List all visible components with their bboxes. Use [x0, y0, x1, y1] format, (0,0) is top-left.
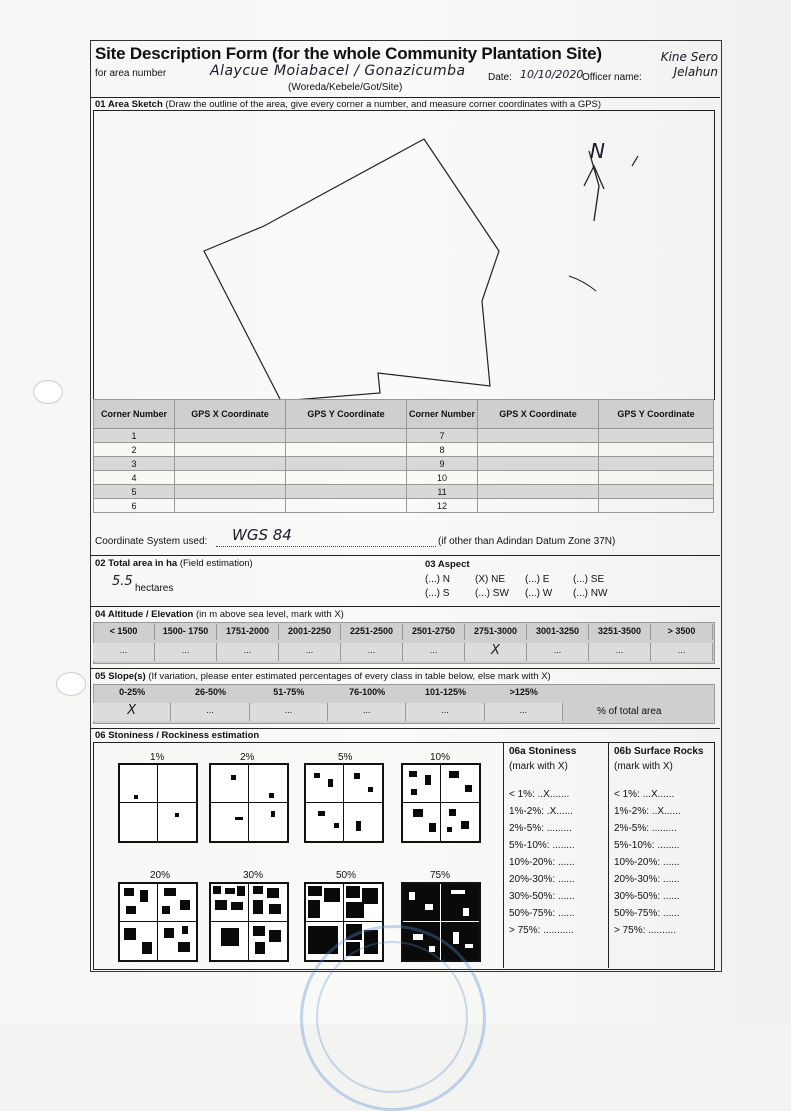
- gps-y-cell[interactable]: [286, 457, 407, 471]
- section-03-label: 03 Aspect: [425, 559, 470, 570]
- table-row: [94, 457, 714, 471]
- punch-hole-top: [33, 380, 63, 404]
- official-stamp-inner-ring: [316, 941, 468, 1093]
- stoniness-row[interactable]: 30%-50%: ......: [509, 891, 575, 902]
- slope-class: 51-75%: [273, 687, 305, 697]
- gps-y-cell[interactable]: [599, 499, 714, 513]
- gps-x-cell[interactable]: [478, 457, 599, 471]
- altitude-mark[interactable]: ...: [403, 643, 465, 661]
- th-corner-number-right: Corner Number: [407, 400, 478, 429]
- surface-rocks-row[interactable]: 5%-10%: ........: [614, 840, 680, 851]
- box-label-2: 2%: [240, 752, 255, 763]
- slope-mark[interactable]: ...: [250, 703, 328, 721]
- form-title: Site Description Form (for the whole Community Plantation Site): [95, 44, 602, 63]
- stoniness-row[interactable]: 20%-30%: ......: [509, 874, 575, 885]
- box-label-1: 1%: [150, 752, 165, 763]
- officer-name-value[interactable]: Kine Sero Jelahun: [660, 50, 718, 79]
- surface-rocks-row[interactable]: < 1%: ...X......: [614, 789, 675, 800]
- section-01-label: 01 Area Sketch: [95, 99, 163, 110]
- coordinate-dotted-line: [216, 546, 436, 547]
- table-row: [94, 485, 714, 499]
- stone-pattern-20pct: [118, 882, 198, 962]
- surface-rocks-row[interactable]: > 75%: ..........: [614, 925, 676, 936]
- section-04-label: 04 Altitude / Elevation: [95, 609, 194, 620]
- gps-x-cell[interactable]: [175, 485, 286, 499]
- stoniness-row[interactable]: 2%-5%: .........: [509, 823, 572, 834]
- surface-rocks-row[interactable]: 30%-50%: ......: [614, 891, 680, 902]
- gps-y-cell[interactable]: [286, 485, 407, 499]
- corner-number: 7: [407, 429, 478, 443]
- aspect-e[interactable]: (...) E: [525, 574, 550, 585]
- altitude-class: 1751-2000: [217, 624, 279, 640]
- surface-rocks-hint: (mark with X): [614, 761, 673, 772]
- altitude-mark-selected[interactable]: X: [465, 643, 527, 661]
- gps-coordinate-table: [93, 399, 714, 513]
- corner-number: 12: [407, 499, 478, 513]
- altitude-mark[interactable]: ...: [93, 643, 155, 661]
- north-label: N: [590, 139, 605, 163]
- th-gps-y-right: GPS Y Coordinate: [599, 400, 714, 429]
- gps-y-cell[interactable]: [599, 485, 714, 499]
- altitude-class-row: [93, 624, 713, 640]
- corner-number: 3: [94, 457, 175, 471]
- date-label: Date:: [488, 72, 512, 83]
- th-gps-y-left: GPS Y Coordinate: [286, 400, 407, 429]
- section-02-heading: [95, 558, 253, 569]
- gps-x-cell[interactable]: [478, 443, 599, 457]
- stone-pattern-30pct: [209, 882, 289, 962]
- stoniness-divider-a: [503, 742, 504, 968]
- coordinate-system-value[interactable]: WGS 84: [232, 526, 292, 544]
- table-row: [94, 429, 714, 443]
- box-label-5: 5%: [338, 752, 353, 763]
- aspect-sw[interactable]: (...) SW: [475, 588, 509, 599]
- altitude-mark[interactable]: ...: [155, 643, 217, 661]
- altitude-class: 2751-3000: [465, 624, 527, 640]
- header-divider: [90, 97, 720, 98]
- slope-total-label: % of total area: [597, 706, 662, 717]
- stoniness-row[interactable]: < 1%: ..X.......: [509, 789, 570, 800]
- section-04-hint: (in m above sea level, mark with X): [196, 609, 344, 620]
- site-outline: [204, 139, 499, 399]
- surface-rocks-row[interactable]: 50%-75%: ......: [614, 908, 680, 919]
- date-value[interactable]: 10/10/2020: [520, 68, 584, 81]
- slope-class: 26-50%: [194, 687, 226, 697]
- altitude-class: > 3500: [651, 624, 713, 640]
- corner-number: 8: [407, 443, 478, 457]
- gps-y-cell[interactable]: [599, 429, 714, 443]
- gps-x-cell[interactable]: [478, 499, 599, 513]
- altitude-mark[interactable]: ...: [279, 643, 341, 661]
- corner-number: 6: [94, 499, 175, 513]
- slope-mark[interactable]: ...: [485, 703, 563, 721]
- table-row: [94, 443, 714, 457]
- slope-class: 101-125%: [424, 687, 466, 697]
- gps-y-cell[interactable]: [286, 471, 407, 485]
- stoniness-title: 06a Stoniness: [509, 746, 577, 757]
- corner-number: 9: [407, 457, 478, 471]
- surface-rocks-row[interactable]: 2%-5%: .........: [614, 823, 677, 834]
- corner-number: 10: [407, 471, 478, 485]
- stone-pattern-5pct: [304, 763, 384, 843]
- aspect-nw[interactable]: (...) NW: [573, 588, 608, 599]
- surface-rocks-row[interactable]: 1%-2%: ..X......: [614, 806, 681, 817]
- gps-x-cell[interactable]: [478, 485, 599, 499]
- surface-rocks-row[interactable]: 10%-20%: ......: [614, 857, 680, 868]
- gps-y-cell[interactable]: [286, 443, 407, 457]
- total-area-value[interactable]: 5.5: [112, 574, 133, 589]
- gps-x-cell[interactable]: [175, 443, 286, 457]
- section-04-heading: [95, 609, 344, 620]
- slope-class: 76-100%: [349, 687, 386, 697]
- section-02-hint: (Field estimation): [179, 558, 253, 569]
- sketch-tick-mark: [632, 156, 638, 166]
- aspect-ne[interactable]: (X) NE: [475, 574, 505, 585]
- box-label-75: 75%: [430, 870, 451, 881]
- divider-05: [90, 668, 720, 669]
- th-corner-number-left: Corner Number: [94, 400, 175, 429]
- section-01-hint: (Draw the outline of the area, give every corner a number, and measure corner coordinates with a GPS): [165, 99, 602, 110]
- th-gps-x-right: GPS X Coordinate: [478, 400, 599, 429]
- coordinate-system-hint: (if other than Adindan Datum Zone 37N): [438, 536, 616, 547]
- gps-x-cell[interactable]: [175, 457, 286, 471]
- altitude-class: 1500- 1750: [155, 624, 217, 640]
- stoniness-row[interactable]: 50%-75%: ......: [509, 908, 575, 919]
- gps-x-cell[interactable]: [478, 429, 599, 443]
- altitude-mark[interactable]: ...: [217, 643, 279, 661]
- aspect-w[interactable]: (...) W: [525, 588, 553, 599]
- gps-y-cell[interactable]: [286, 429, 407, 443]
- area-number-label: for area number: [95, 68, 167, 79]
- coordinate-system-label: Coordinate System used:: [95, 536, 208, 547]
- slope-mark[interactable]: ...: [406, 703, 484, 721]
- section-05-label: 05 Slope(s): [95, 671, 146, 682]
- divider-04: [90, 606, 720, 607]
- altitude-class: 2251-2500: [341, 624, 403, 640]
- corner-number: 4: [94, 471, 175, 485]
- sketch-stroke: [569, 276, 596, 291]
- gps-x-cell[interactable]: [478, 471, 599, 485]
- divider-06: [90, 728, 720, 729]
- box-label-20: 20%: [150, 870, 171, 881]
- divider-02: [90, 555, 720, 556]
- gps-x-cell[interactable]: [175, 499, 286, 513]
- stone-pattern-10pct: [401, 763, 481, 843]
- stoniness-row[interactable]: 1%-2%: .X......: [509, 806, 573, 817]
- table-row: [94, 499, 714, 513]
- stone-pattern-1pct: [118, 763, 198, 843]
- woreda-hint: (Woreda/Kebele/Got/Site): [288, 82, 403, 93]
- corner-number: 11: [407, 485, 478, 499]
- stoniness-row[interactable]: 5%-10%: ........: [509, 840, 575, 851]
- stoniness-row[interactable]: > 75%: ...........: [509, 925, 574, 936]
- sketch-drawing: [94, 111, 714, 399]
- section-05-heading: [95, 671, 551, 682]
- altitude-class: 3251-3500: [589, 624, 651, 640]
- area-number-value[interactable]: Alaycue Moiabacel / Gonazicumba: [210, 63, 466, 79]
- section-02-label: 02 Total area in ha: [95, 558, 178, 569]
- section-05-hint: (If variation, please enter estimated percentages of every class in table below, else mark with X): [148, 671, 551, 682]
- aspect-s[interactable]: (...) S: [425, 588, 450, 599]
- slope-mark[interactable]: ...: [328, 703, 406, 721]
- slope-mark-row: [93, 703, 563, 721]
- table-row: [94, 471, 714, 485]
- altitude-class: 3001-3250: [527, 624, 589, 640]
- gps-y-cell[interactable]: [599, 471, 714, 485]
- stone-pattern-2pct: [209, 763, 289, 843]
- gps-y-cell[interactable]: [599, 457, 714, 471]
- surface-rocks-title: 06b Surface Rocks: [614, 746, 704, 757]
- altitude-class: < 1500: [93, 624, 155, 640]
- slope-class: >125%: [509, 687, 538, 697]
- slope-class: 0-25%: [119, 687, 146, 697]
- aspect-se[interactable]: (...) SE: [573, 574, 605, 585]
- gps-x-cell[interactable]: [175, 429, 286, 443]
- altitude-mark-row: [93, 643, 713, 661]
- stoniness-hint: (mark with X): [509, 761, 568, 772]
- altitude-mark[interactable]: ...: [589, 643, 651, 661]
- section-01-heading: [95, 99, 601, 110]
- surface-rocks-row[interactable]: 20%-30%: ......: [614, 874, 680, 885]
- section-06-label: 06 Stoniness / Rockiness estimation: [95, 730, 260, 741]
- gps-y-cell[interactable]: [286, 499, 407, 513]
- aspect-n[interactable]: (...) N: [425, 574, 450, 585]
- punch-hole-bottom: [56, 672, 86, 696]
- altitude-class: 2501-2750: [403, 624, 465, 640]
- stoniness-divider-b: [608, 742, 609, 968]
- altitude-mark[interactable]: ...: [651, 643, 713, 661]
- altitude-mark[interactable]: ...: [527, 643, 589, 661]
- box-label-10: 10%: [430, 752, 451, 763]
- corner-number: 1: [94, 429, 175, 443]
- officer-name-label: Officer name:: [582, 72, 642, 83]
- box-label-30: 30%: [243, 870, 264, 881]
- hectares-unit: hectares: [135, 583, 174, 594]
- stoniness-row[interactable]: 10%-20%: ......: [509, 857, 575, 868]
- gps-y-cell[interactable]: [599, 443, 714, 457]
- area-sketch-box[interactable]: [93, 110, 715, 400]
- th-gps-x-left: GPS X Coordinate: [175, 400, 286, 429]
- slope-class-row: [93, 685, 563, 701]
- altitude-class: 2001-2250: [279, 624, 341, 640]
- corner-number: 5: [94, 485, 175, 499]
- corner-number: 2: [94, 443, 175, 457]
- slope-mark[interactable]: ...: [171, 703, 249, 721]
- altitude-mark[interactable]: ...: [341, 643, 403, 661]
- gps-x-cell[interactable]: [175, 471, 286, 485]
- slope-mark-selected[interactable]: X: [93, 703, 171, 721]
- box-label-50: 50%: [336, 870, 357, 881]
